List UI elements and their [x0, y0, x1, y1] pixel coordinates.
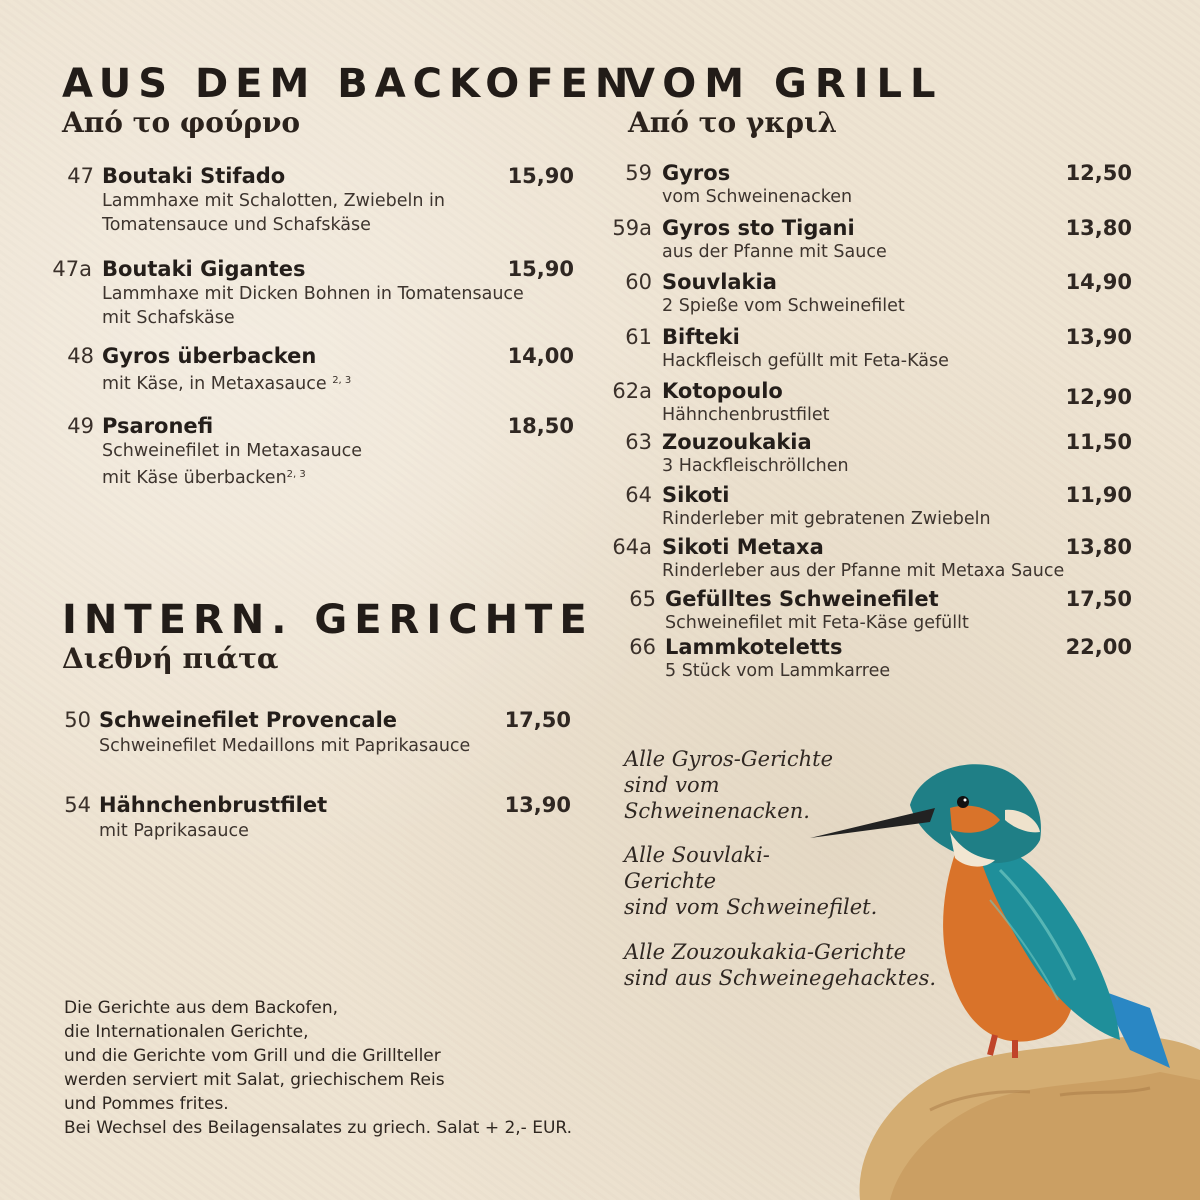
- item-description: vom Schweinenacken: [662, 187, 853, 207]
- footer-line: werden serviert mit Salat, griechischem Reis: [64, 1070, 445, 1090]
- item-description: Rinderleber mit gebratenen Zwiebeln: [662, 509, 991, 529]
- item-name: Bifteki: [662, 325, 740, 349]
- item-number: 61: [625, 325, 652, 349]
- item-description: mit Käse überbacken$^{2, 3}$: [102, 468, 306, 488]
- item-number: 60: [625, 270, 652, 294]
- item-number: 63: [625, 430, 652, 454]
- item-name: Souvlakia: [662, 270, 777, 294]
- item-number: 64: [625, 483, 652, 507]
- item-description: Schweinefilet Medaillons mit Paprikasauce: [99, 736, 471, 756]
- item-name: Zouzoukakia: [662, 430, 812, 454]
- item-name: Boutaki Gigantes: [102, 257, 306, 281]
- item-number: 47: [67, 164, 94, 188]
- note-line: sind vom: [624, 773, 720, 797]
- item-description: Hackfleisch gefüllt mit Feta-Käse: [662, 351, 949, 371]
- item-name: Gyros: [662, 161, 731, 185]
- item-price: 14,00: [507, 344, 574, 368]
- note-line: Alle Zouzoukakia-Gerichte: [624, 940, 907, 964]
- footer-line: Bei Wechsel des Beilagensalates zu griech. Salat + 2,- EUR.: [64, 1118, 573, 1138]
- side-dish-info: [64, 996, 572, 1140]
- item-description: Schweinefilet mit Feta-Käse gefüllt: [665, 613, 969, 633]
- footer-line: die Internationalen Gerichte,: [64, 1022, 309, 1042]
- item-description: 3 Hackfleischröllchen: [662, 456, 849, 476]
- item-price: 17,50: [504, 708, 571, 732]
- item-number: 54: [64, 793, 91, 817]
- section-intern: [62, 597, 594, 858]
- item-description: Tomatensauce und Schafskäse: [102, 215, 371, 235]
- item-number: 59: [625, 161, 652, 185]
- note-line: sind vom Schweinefilet.: [624, 895, 878, 919]
- item-description: mit Paprikasauce: [99, 821, 249, 841]
- note-line: sind aus Schweinegehacktes.: [624, 966, 937, 990]
- item-name: Sikoti: [662, 483, 730, 507]
- item-price: 14,90: [1065, 270, 1132, 294]
- note-line: Schweinenacken.: [624, 799, 810, 823]
- item-price: 13,80: [1065, 535, 1132, 559]
- item-name: Gyros sto Tigani: [662, 216, 855, 240]
- kingfisher-on-rock-icon: [800, 750, 1200, 1200]
- item-name: Psaronefi: [102, 414, 214, 438]
- section-title: INTERN. GERICHTE: [62, 597, 594, 643]
- item-description: aus der Pfanne mit Sauce: [662, 242, 887, 262]
- item-name: Sikoti Metaxa: [662, 535, 824, 559]
- item-name: Gefülltes Schweinefilet: [665, 587, 939, 611]
- item-price: 13,90: [504, 793, 571, 817]
- item-number: 48: [67, 344, 94, 368]
- item-price: 13,80: [1065, 216, 1132, 240]
- note-line: Alle Souvlaki-: [624, 843, 770, 867]
- footer-line: und die Gerichte vom Grill und die Grillteller: [64, 1046, 441, 1066]
- item-number: 50: [64, 708, 91, 732]
- item-description: Lammhaxe mit Schalotten, Zwiebeln in: [102, 191, 445, 211]
- item-name: Hähnchenbrustfilet: [99, 793, 328, 817]
- item-description: Schweinefilet in Metaxasauce: [102, 441, 363, 461]
- item-price: 15,90: [507, 164, 574, 188]
- section-subtitle: Διεθνή πιάτα: [62, 642, 279, 675]
- item-number: 59a: [612, 216, 652, 240]
- item-price: 12,90: [1065, 385, 1132, 409]
- note-line: Gerichte: [624, 869, 717, 893]
- item-description: mit Käse, in Metaxasauce $^{2, 3}$: [102, 374, 352, 394]
- section-title: VOM GRILL: [624, 61, 944, 107]
- item-price: 22,00: [1065, 635, 1132, 659]
- section-subtitle: Από το φούρνο: [62, 106, 301, 139]
- item-number: 47a: [52, 257, 92, 281]
- item-price: 18,50: [507, 414, 574, 438]
- item-price: 15,90: [507, 257, 574, 281]
- item-price: 11,90: [1065, 483, 1132, 507]
- item-price: 12,50: [1065, 161, 1132, 185]
- section-subtitle: Από το γκριλ: [628, 106, 838, 139]
- allergen-note: 2, 3: [286, 469, 306, 480]
- footer-line: und Pommes frites.: [64, 1094, 229, 1114]
- item-number: 65: [629, 587, 656, 611]
- item-name: Schweinefilet Provencale: [99, 708, 398, 732]
- item-name: Lammkoteletts: [665, 635, 843, 659]
- item-description: 5 Stück vom Lammkarree: [665, 661, 891, 681]
- item-number: 66: [629, 635, 656, 659]
- section-title: AUS DEM BACKOFEN: [62, 61, 636, 107]
- item-name: Boutaki Stifado: [102, 164, 286, 188]
- item-number: 64a: [612, 535, 652, 559]
- item-price: 13,90: [1065, 325, 1132, 349]
- item-number: 49: [67, 414, 94, 438]
- footer-line: Die Gerichte aus dem Backofen,: [64, 998, 339, 1018]
- allergen-note: 2, 3: [332, 375, 352, 386]
- item-description: 2 Spieße vom Schweinefilet: [662, 296, 905, 316]
- item-description: Lammhaxe mit Dicken Bohnen in Tomatensauce: [102, 284, 524, 304]
- item-number: 62a: [612, 379, 652, 403]
- item-description: Rinderleber aus der Pfanne mit Metaxa Sauce: [662, 561, 1065, 581]
- item-price: 17,50: [1065, 587, 1132, 611]
- item-name: Kotopoulo: [662, 379, 783, 403]
- item-description: mit Schafskäse: [102, 308, 235, 328]
- note-line: Alle Gyros-Gerichte: [624, 747, 834, 771]
- item-price: 11,50: [1065, 430, 1132, 454]
- item-name: Gyros überbacken: [102, 344, 317, 368]
- item-description: Hähnchenbrustfilet: [662, 405, 830, 425]
